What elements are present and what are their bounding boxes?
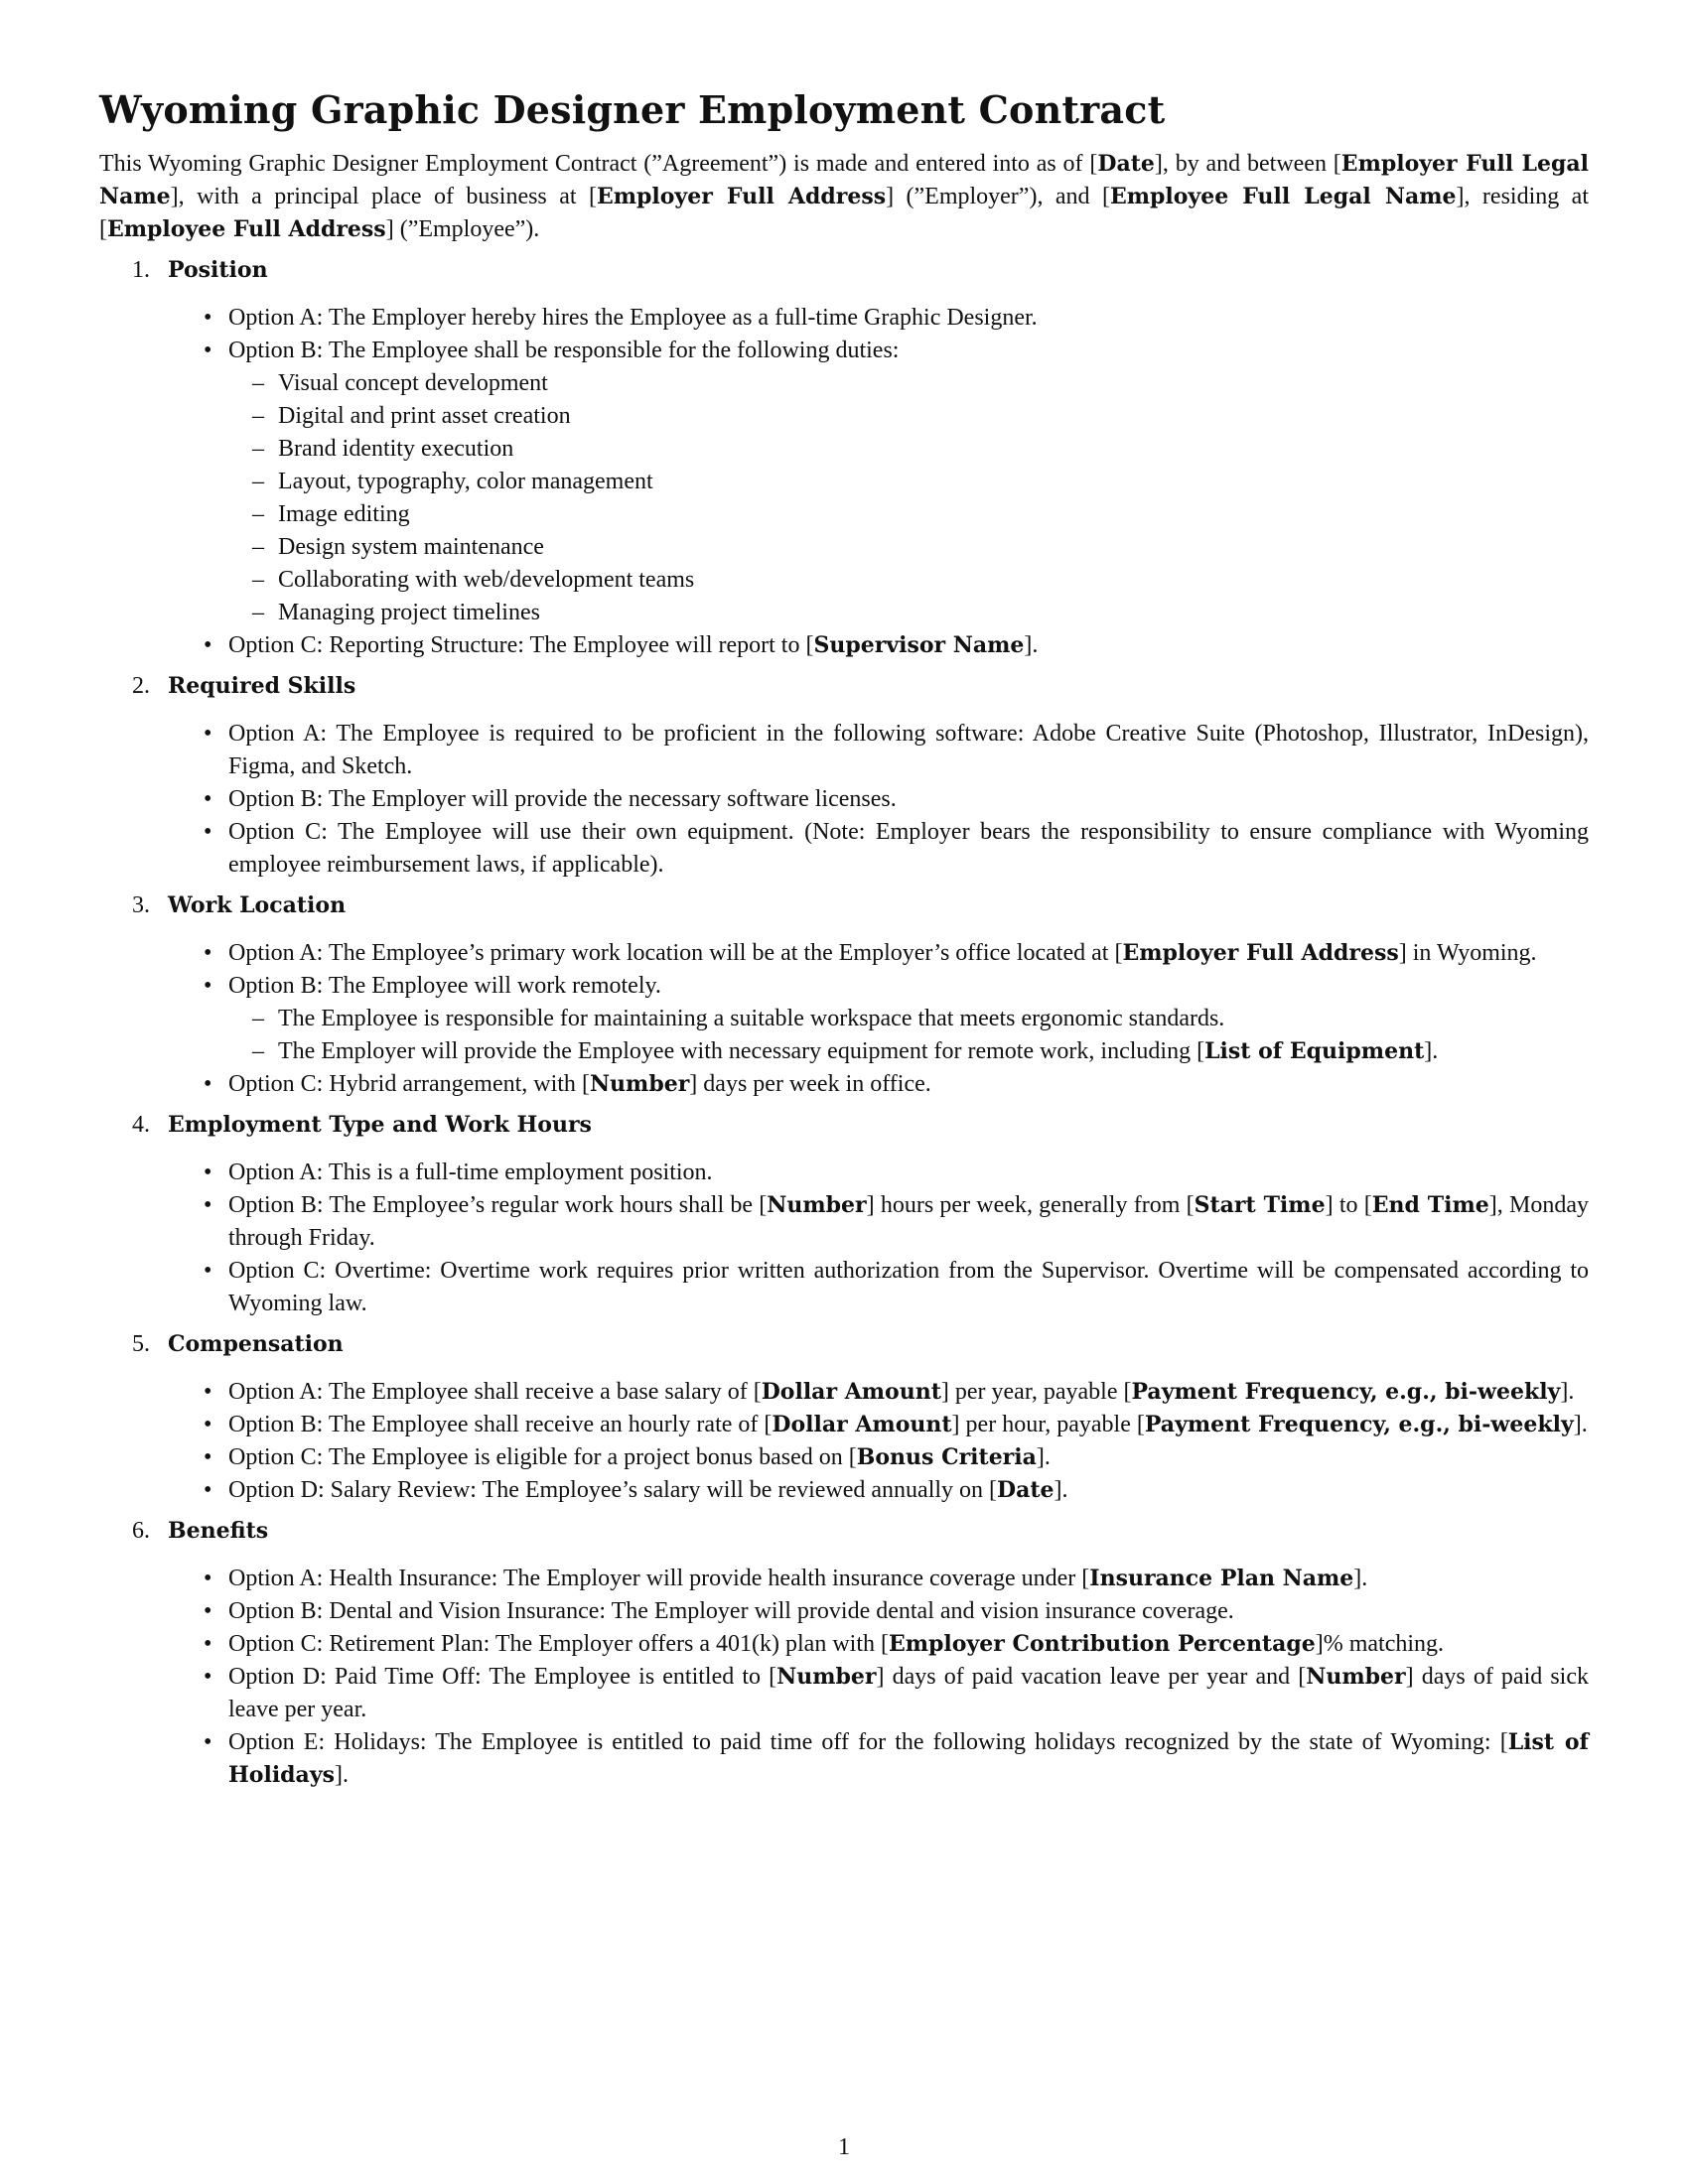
- option-a: • Option A: The Employer hereby hires the Employee as a full-time Graphic Designer.: [168, 302, 1589, 335]
- section-heading: 5. Compensation: [168, 1328, 1589, 1361]
- duty-item: – Layout, typography, color management: [228, 466, 1589, 498]
- option-c: • Option C: Reporting Structure: The Employee will report to [Supervisor Name].: [168, 629, 1589, 662]
- field-supervisor-name: Supervisor Name: [813, 632, 1025, 658]
- section-heading: 4. Employment Type and Work Hours: [168, 1109, 1589, 1142]
- option-a: • Option A: The Employee’s primary work location will be at the Employer’s office located at [Employer Full Address] in Wyoming.: [168, 937, 1589, 970]
- field-employer-address: Employer Full Address: [596, 184, 887, 209]
- option-c: • Option C: Hybrid arrangement, with [Number] days per week in office.: [168, 1068, 1589, 1101]
- option-b: • Option B: The Employee will work remotely. – The Employee is responsible for maintaining a suitable workspace that meets ergonomic standards. – The Employer will provide the Employee with necessary equipment for remote work, including [List of Equipment].: [168, 970, 1589, 1068]
- option-c: • Option C: Overtime: Overtime work requires prior written authorization from the Supervisor. Overtime will be compensated according to Wyoming law.: [168, 1255, 1589, 1320]
- document-title: Wyoming Graphic Designer Employment Contract: [99, 87, 1166, 132]
- remote-condition: – The Employee is responsible for maintaining a suitable workspace that meets ergonomic standards.: [228, 1003, 1589, 1035]
- field-number: Number: [1306, 1664, 1406, 1690]
- section-benefits: [99, 1515, 1589, 1792]
- field-employer-name: Employer Full Legal Name: [99, 151, 1590, 209]
- option-c: • Option C: The Employee is eligible for a project bonus based on [Bonus Criteria].: [168, 1441, 1589, 1474]
- option-a: • Option A: Health Insurance: The Employer will provide health insurance coverage under [Insurance Plan Name].: [168, 1563, 1589, 1595]
- section-list: [99, 254, 1589, 1792]
- field-employee-name: Employee Full Legal Name: [1109, 184, 1457, 209]
- section-position: [99, 254, 1589, 662]
- option-c: • Option C: Retirement Plan: The Employer offers a 401(k) plan with [Employer Contribution Percentage]% matching.: [168, 1628, 1589, 1661]
- option-a: • Option A: This is a full-time employment position.: [168, 1157, 1589, 1189]
- section-compensation: [99, 1328, 1589, 1507]
- duty-item: – Collaborating with web/development teams: [228, 564, 1589, 597]
- section-heading: 3. Work Location: [168, 889, 1589, 922]
- option-b: • Option B: The Employee shall be responsible for the following duties: – Visual concept development – Digital and print asset creation – Brand identity execution – Layout, typography, color management – Image editing – Design system maintenance – Collaborating with web/development teams – Managing project timelines: [168, 335, 1589, 629]
- field-employee-address: Employee Full Address: [107, 216, 386, 242]
- page-number: 1: [838, 2134, 850, 2160]
- option-list: [168, 302, 1589, 662]
- option-b: • Option B: The Employee’s regular work hours shall be [Number] hours per week, generally from [Start Time] to [End Time], Monday through Friday.: [168, 1189, 1589, 1255]
- duty-item: – Managing project timelines: [228, 597, 1589, 629]
- field-payment-frequency: Payment Frequency, e.g., bi-weekly: [1144, 1412, 1574, 1437]
- section-number: 4.: [132, 1112, 150, 1138]
- option-d: • Option D: Paid Time Off: The Employee is entitled to [Number] days of paid vacation leave per year and [Number] days of paid sick leave per year.: [168, 1661, 1589, 1726]
- option-list: [168, 1157, 1589, 1320]
- field-employer-contribution-percentage: Employer Contribution Percentage: [889, 1631, 1316, 1657]
- field-employer-address: Employer Full Address: [1122, 940, 1399, 966]
- option-c: • Option C: The Employee will use their own equipment. (Note: Employer bears the responsibility to ensure compliance with Wyoming employee reimbursement laws, if applicable).: [168, 816, 1589, 882]
- field-list-of-holidays: List of Holidays: [228, 1729, 1590, 1788]
- field-number: Number: [767, 1192, 867, 1218]
- field-start-time: Start Time: [1194, 1192, 1326, 1218]
- field-payment-frequency: Payment Frequency, e.g., bi-weekly: [1131, 1379, 1561, 1405]
- section-heading: 2. Required Skills: [168, 670, 1589, 703]
- section-required-skills: [99, 670, 1589, 882]
- field-end-time: End Time: [1371, 1192, 1489, 1218]
- section-heading: 6. Benefits: [168, 1515, 1589, 1548]
- field-list-of-equipment: List of Equipment: [1204, 1038, 1425, 1064]
- option-list: [168, 718, 1589, 882]
- section-number: 1.: [132, 257, 150, 283]
- section-number: 5.: [132, 1331, 150, 1357]
- option-e: • Option E: Holidays: The Employee is entitled to paid time off for the following holidays recognized by the state of Wyoming: [List of Holidays].: [168, 1726, 1589, 1792]
- option-d: • Option D: Salary Review: The Employee’s salary will be reviewed annually on [Date].: [168, 1474, 1589, 1507]
- field-date: Date: [1097, 151, 1155, 177]
- duty-item: – Visual concept development: [228, 367, 1589, 400]
- duties-list: [228, 367, 1589, 629]
- contract-page: [99, 87, 1589, 1800]
- option-a: • Option A: The Employee shall receive a base salary of [Dollar Amount] per year, payable [Payment Frequency, e.g., bi-weekly].: [168, 1376, 1589, 1409]
- section-number: 3.: [132, 892, 150, 918]
- option-list: [168, 1376, 1589, 1507]
- field-bonus-criteria: Bonus Criteria: [856, 1444, 1037, 1470]
- duty-item: – Digital and print asset creation: [228, 400, 1589, 433]
- field-number: Number: [776, 1664, 877, 1690]
- section-work-location: [99, 889, 1589, 1101]
- section-employment-type: [99, 1109, 1589, 1320]
- duty-item: – Brand identity execution: [228, 433, 1589, 466]
- option-list: [168, 937, 1589, 1101]
- option-b: • Option B: The Employer will provide the necessary software licenses.: [168, 783, 1589, 816]
- field-date: Date: [997, 1477, 1055, 1503]
- field-dollar-amount: Dollar Amount: [761, 1379, 941, 1405]
- option-list: [168, 1563, 1589, 1792]
- duty-item: – Image editing: [228, 498, 1589, 531]
- duty-item: – Design system maintenance: [228, 531, 1589, 564]
- remote-conditions-list: [228, 1003, 1589, 1068]
- field-insurance-plan-name: Insurance Plan Name: [1089, 1566, 1354, 1591]
- option-b: • Option B: Dental and Vision Insurance: The Employer will provide dental and vision insurance coverage.: [168, 1595, 1589, 1628]
- section-number: 2.: [132, 673, 150, 699]
- section-heading: 1. Position: [168, 254, 1589, 287]
- field-number: Number: [589, 1071, 690, 1097]
- intro-paragraph: This Wyoming Graphic Designer Employment Contract (”Agreement”) is made and entered into as of [Date], by and between [Employer Full Legal Name], with a principal place of business at [Employer Full Address] (”Employer”), and [Employee Full Legal Name], residing at [Employee Full Address] (”Employee”).: [99, 151, 1590, 242]
- option-a: • Option A: The Employee is required to be proficient in the following software: Adobe Creative Suite (Photoshop, Illustrator, InDesign), Figma, and Sketch.: [168, 718, 1589, 783]
- remote-condition: – The Employer will provide the Employee with necessary equipment for remote work, including [List of Equipment].: [228, 1035, 1589, 1068]
- section-number: 6.: [132, 1518, 150, 1544]
- option-b: • Option B: The Employee shall receive an hourly rate of [Dollar Amount] per hour, payable [Payment Frequency, e.g., bi-weekly].: [168, 1409, 1589, 1441]
- field-dollar-amount: Dollar Amount: [772, 1412, 952, 1437]
